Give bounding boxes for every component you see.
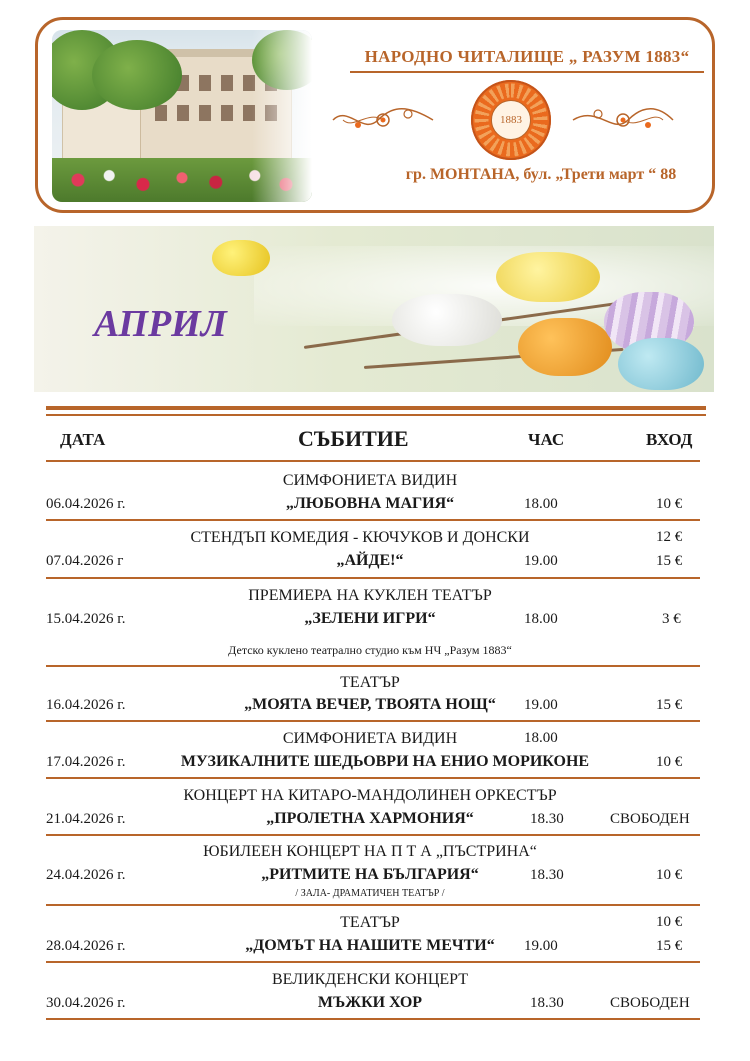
- row-divider: [46, 777, 700, 779]
- row-divider: [46, 720, 700, 722]
- event-line1: СТЕНДЪП КОМЕДИЯ - КЮЧУКОВ И ДОНСКИ: [190, 529, 530, 546]
- event-time: 19.00: [524, 938, 558, 954]
- event-title: МУЗИКАЛНИТЕ ШЕДЬОВРИ НА ЕНИО МОРИКОНЕ: [180, 753, 590, 770]
- event-price: 10 €: [656, 754, 683, 770]
- event-price-alt: 10 €: [656, 914, 683, 930]
- yellow-egg-icon: [496, 252, 600, 302]
- orange-egg-icon: [518, 318, 612, 376]
- event-date: 24.04.2026 г.: [46, 867, 126, 883]
- event-time: 19.00: [524, 553, 558, 569]
- event-price: 10 €: [656, 496, 683, 512]
- org-name-underline: [350, 71, 704, 73]
- address: гр. МОНТАНА, бул. „Трети март “ 88: [405, 166, 677, 183]
- event-line1: СИМФОНИЕТА ВИДИН: [282, 730, 458, 747]
- table-top-rule-thin: [46, 414, 706, 416]
- event-line1: ТЕАТЪР: [340, 674, 400, 691]
- event-line1: ВЕЛИКДЕНСКИ КОНЦЕРТ: [271, 971, 469, 988]
- event-time: 18.00: [524, 496, 558, 512]
- header-entry: ВХОД: [646, 430, 693, 449]
- event-price-alt: 12 €: [656, 529, 683, 545]
- table-top-rule: [46, 406, 706, 410]
- building-photo: [52, 30, 312, 202]
- row-divider: [46, 519, 700, 521]
- event-time: 19.00: [524, 697, 558, 713]
- event-date: 17.04.2026 г.: [46, 754, 126, 770]
- blue-egg-icon: [618, 338, 704, 390]
- event-line1: ТЕАТЪР: [340, 914, 400, 931]
- event-price: 10 €: [656, 867, 683, 883]
- event-time: 18.00: [524, 730, 558, 746]
- event-title: „ЗЕЛЕНИ ИГРИ“: [304, 610, 436, 627]
- header-divider: [46, 460, 700, 462]
- row-divider: [46, 834, 700, 836]
- event-price: СВОБОДЕН: [610, 995, 690, 1011]
- event-date: 28.04.2026 г.: [46, 938, 126, 954]
- header-time: ЧАС: [528, 430, 565, 449]
- left-ornament-icon: [328, 100, 438, 140]
- event-title: „МОЯТА ВЕЧЕР, ТВОЯТА НОЩ“: [244, 696, 496, 713]
- event-line1: ЮБИЛЕЕН КОНЦЕРТ НА П Т А „ПЪСТРИНА“: [203, 843, 537, 860]
- event-line1: СИМФОНИЕТА ВИДИН: [282, 472, 458, 489]
- header-event: СЪБИТИЕ: [298, 426, 409, 451]
- event-title: „РИТМИТЕ НА БЪЛГАРИЯ“: [261, 866, 479, 883]
- event-note: Детско куклено театрално студио към НЧ „Разум 1883“: [228, 643, 512, 657]
- event-title: МЪЖКИ ХОР: [317, 994, 423, 1011]
- row-divider: [46, 665, 700, 667]
- event-date: 07.04.2026 г: [46, 553, 124, 569]
- event-time: 18.00: [524, 611, 558, 627]
- event-price: 15 €: [656, 553, 683, 569]
- org-name: НАРОДНО ЧИТАЛИЩЕ „ РАЗУМ 1883“: [364, 47, 690, 66]
- event-date: 30.04.2026 г.: [46, 995, 126, 1011]
- event-date: 16.04.2026 г.: [46, 697, 126, 713]
- event-time: 18.30: [530, 811, 564, 827]
- row-divider: [46, 961, 700, 963]
- white-egg-icon: [392, 294, 502, 346]
- event-note: / ЗАЛА- ДРАМАТИЧЕН ТЕАТЪР /: [295, 888, 445, 899]
- event-line1: КОНЦЕРТ НА КИТАРО-МАНДОЛИНЕН ОРКЕСТЪР: [183, 787, 557, 804]
- event-title: „ПРОЛЕТНА ХАРМОНИЯ“: [266, 810, 474, 827]
- event-price: СВОБОДЕН: [610, 811, 690, 827]
- event-price: 15 €: [656, 697, 683, 713]
- header-card: [35, 17, 715, 213]
- row-divider: [46, 577, 700, 579]
- easter-banner: [34, 226, 714, 392]
- seal-year: 1883: [491, 100, 531, 140]
- event-time: 18.30: [530, 867, 564, 883]
- right-ornament-icon: [568, 100, 678, 140]
- month-title: АПРИЛ: [94, 303, 227, 345]
- row-divider: [46, 904, 700, 906]
- event-price: 3 €: [662, 611, 681, 627]
- event-line1: ПРЕМИЕРА НА КУКЛЕН ТЕАТЪР: [248, 587, 492, 604]
- event-title: „АЙДЕ!“: [336, 552, 404, 569]
- event-time: 18.30: [530, 995, 564, 1011]
- event-date: 06.04.2026 г.: [46, 496, 126, 512]
- event-date: 21.04.2026 г.: [46, 811, 126, 827]
- row-divider: [46, 1018, 700, 1020]
- event-date: 15.04.2026 г.: [46, 611, 126, 627]
- seal-logo: [471, 80, 551, 160]
- yellow-egg-icon: [212, 240, 270, 276]
- event-title: „ДОМЪТ НА НАШИТЕ МЕЧТИ“: [245, 937, 495, 954]
- event-price: 15 €: [656, 938, 683, 954]
- header-date: ДАТА: [60, 430, 106, 449]
- event-title: „ЛЮБОВНА МАГИЯ“: [285, 495, 455, 512]
